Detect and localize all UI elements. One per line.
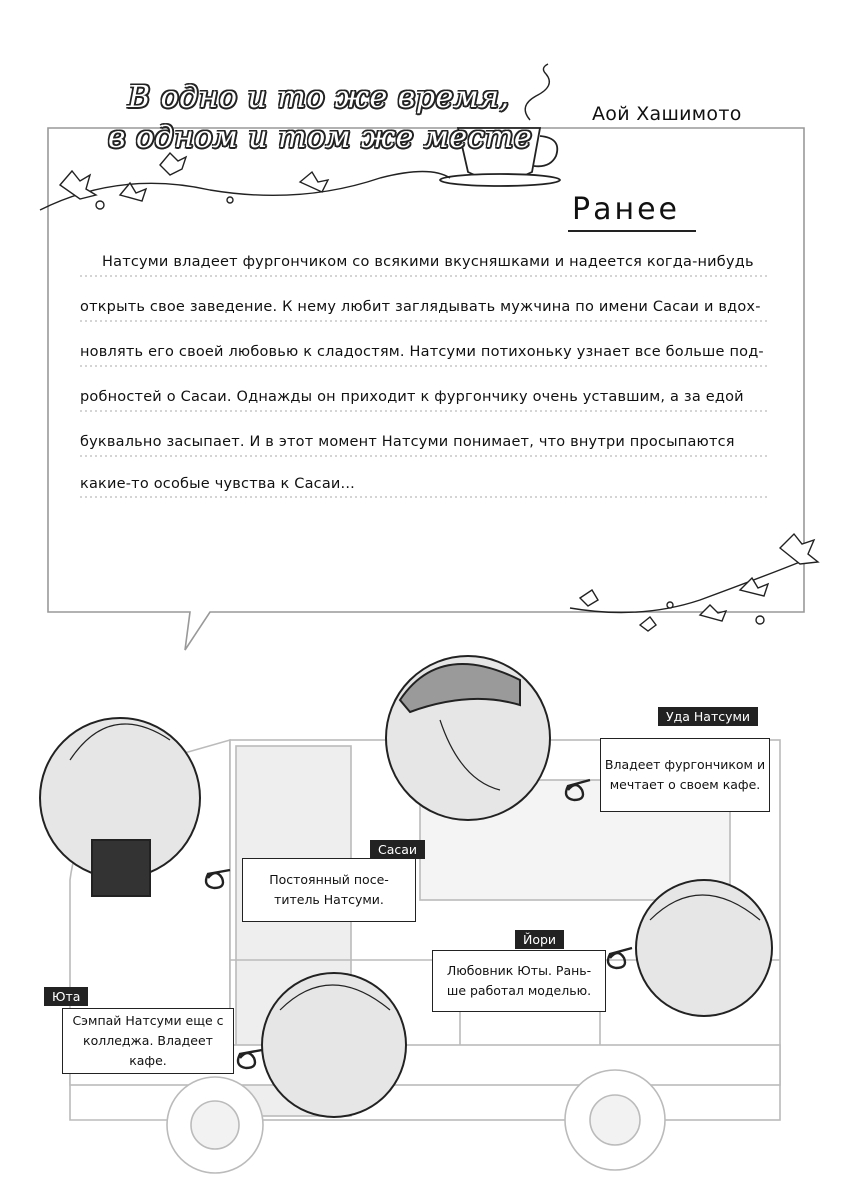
name-tag-sasai: Сасаи [370,840,425,859]
title-line-1: В одно и то же время, [128,80,510,115]
summary-line-2: открыть свое заведение. К нему любит заглядывать мужчина по имени Сасаи и вдох- [80,299,761,315]
summary-line-1: Натсуми владеет фургончиком со всякими вкусняшками и надеется когда-нибудь [102,254,754,270]
desc-natsumi-line1: Владеет фургончиком и [604,757,766,772]
desc-yuta-line1: Сэмпай Натсуми еще с [72,1013,224,1028]
heading-underline [568,230,696,232]
author-name: Аой Хашимото [592,103,742,125]
desc-yori-line2: ше работал моделью. [446,983,592,998]
portrait-natsumi [386,656,550,820]
title-line-2: в одном и том же месте [108,120,533,155]
desc-yuta-line2: колледжа. Владеет кафе. [83,1033,213,1068]
desc-sasai [242,858,416,922]
name-tag-natsumi: Уда Натсуми [658,707,758,726]
desc-sasai-line1: Постоянный посе- [269,872,389,887]
portrait-yori [636,880,772,1016]
name-tag-yuta: Юта [44,987,88,1006]
desc-natsumi-line2: мечтает о своем кафе. [609,777,761,792]
summary-line-3: новлять его своей любовью к сладостям. Натсуми потихоньку узнает все больше под- [80,344,764,360]
portrait-yuta [262,973,406,1117]
summary-line-6: какие-то особые чувства к Сасаи... [80,476,355,492]
desc-yuta [62,1008,234,1074]
desc-yori-line1: Любовник Юты. Рань- [446,963,592,978]
desc-natsumi [600,738,770,812]
summary-line-4: робностей о Сасаи. Однажды он приходит к фургончику очень уставшим, а за едой [80,389,744,405]
name-tag-yori: Йори [515,930,564,949]
summary-heading: Ранее [572,192,681,227]
desc-yori [432,950,606,1012]
desc-sasai-line2: титель Натсуми. [274,892,384,907]
summary-line-5: буквально засыпает. И в этот момент Натсуми понимает, что внутри просыпаются [80,434,735,450]
